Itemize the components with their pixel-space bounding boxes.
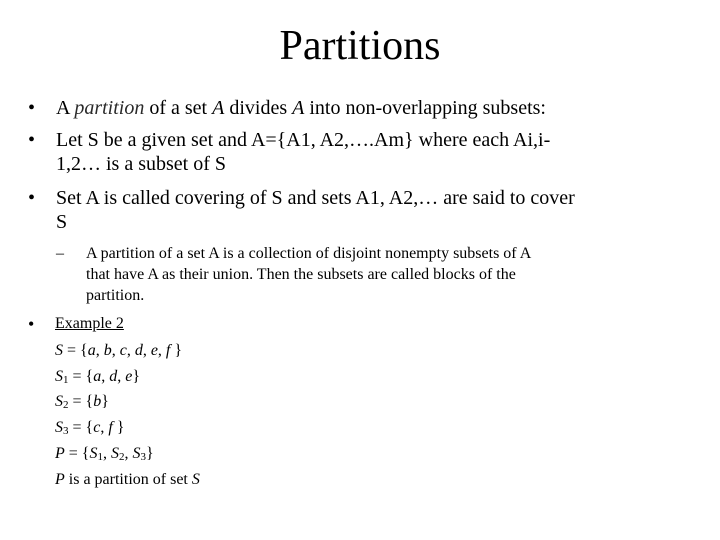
bullet-marker: • (28, 187, 36, 209)
sub-bullet-line: A partition of a set A is a collection of disjoint nonempty subsets of A (86, 245, 532, 262)
bullet-variable: A (292, 97, 305, 119)
example-conclusion: P is a partition of set S (55, 471, 200, 488)
bullet-marker: • (28, 129, 36, 151)
sub-bullet-line: that have A as their union. Then the subsets are called blocks of the (86, 266, 516, 283)
bullet-text: A (56, 97, 75, 119)
bullet-covering (28, 186, 708, 234)
sub-bullet-line: partition. (86, 287, 145, 304)
bullet-line: 1,2… is a subset of S (56, 153, 226, 175)
bullet-emphasis: partition (74, 97, 145, 119)
slide-title: Partitions (279, 23, 441, 69)
bullet-line: Set A is called covering of S and sets A1, A2,… are said to cover (56, 187, 575, 209)
example-heading: Example 2 (55, 315, 124, 332)
example-set-s: S = {a, b, c, d, e, f } (55, 342, 183, 359)
bullet-partition-definition (28, 96, 708, 120)
example-block-s1: $S_1 = \{a$, d, e} (55, 368, 140, 386)
bullet-line: Let S be a given set and A={A1, A2,….Am} where each Ai,i- (56, 129, 551, 151)
bullet-text: divides (224, 97, 293, 119)
bullet-variable: A (212, 97, 225, 119)
example-block-s2: $S_2 = \{b\}$ (55, 393, 109, 411)
example-partition-p: $P = \{S_1$, $S_2$, $S_3$} (55, 445, 154, 463)
bullet-line: S (56, 211, 68, 233)
bullet-marker: • (28, 97, 36, 119)
bullet-text: of a set (144, 97, 213, 119)
bullet-text: into non-overlapping subsets: (304, 97, 546, 119)
bullet-example-marker (28, 312, 48, 336)
bullet-given-set (28, 128, 708, 176)
sub-bullet-marker: – (56, 245, 64, 262)
example-block-s3: $S_3 = \{c$, f } (55, 419, 125, 437)
bullet-marker: • (28, 314, 35, 334)
